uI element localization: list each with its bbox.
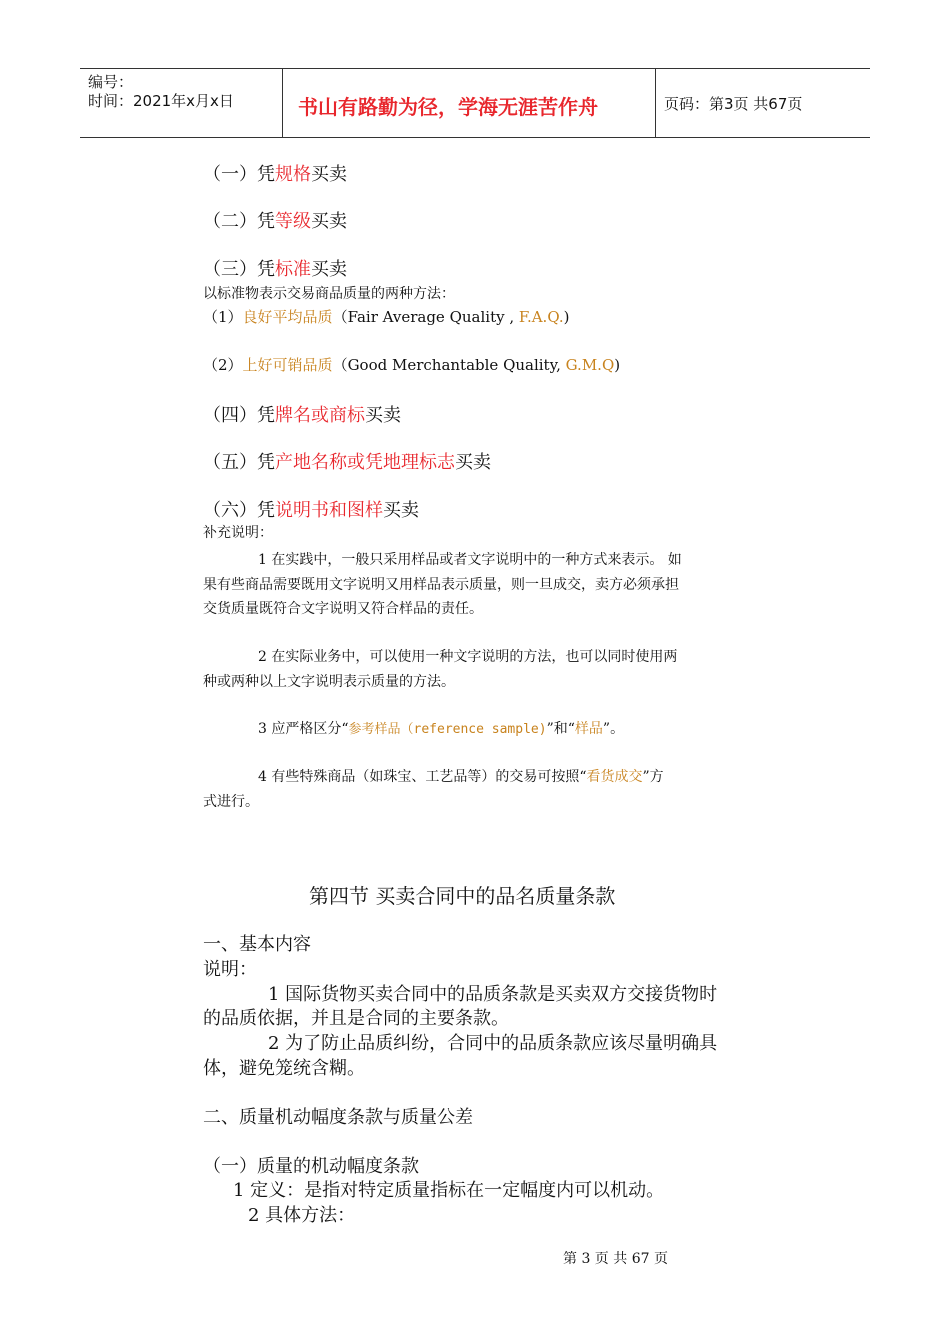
p4-text: 4 有些特殊商品（如珠宝、工艺品等）的交易可按照“	[258, 769, 587, 785]
p4-highlight: 看货成交	[586, 769, 643, 785]
p3-text: 3 应严格区分“	[258, 721, 349, 737]
item-prefix: （六）凭	[203, 500, 275, 521]
supplement-p1-line3: 交货质量既符合文字说明又符合样品的责任。	[203, 601, 483, 617]
method-close: )	[563, 308, 570, 326]
item-suffix: 买卖	[311, 211, 347, 232]
item-by-grade	[203, 207, 347, 233]
item-key: 等级	[275, 211, 311, 232]
p3-text: ”和“	[546, 721, 575, 737]
supplement-p2-line2: 种或两种以上文字说明表示质量的方法。	[203, 674, 455, 690]
section-title: 第四节 买卖合同中的品名质量条款	[309, 884, 616, 908]
item-by-standard	[203, 255, 347, 281]
heading-basic-content: 一、基本内容	[203, 934, 311, 955]
item-suffix: 买卖	[311, 259, 347, 280]
method-abbr: G.M.Q	[565, 356, 615, 374]
header-divider	[282, 69, 283, 137]
method-gmq	[203, 354, 620, 375]
item-key: 规格	[275, 164, 311, 185]
method-english: （Good Merchantable Quality,	[332, 356, 566, 374]
basic-p2-line2: 体，避免笼统含糊。	[203, 1058, 365, 1079]
definition-line: 1 定义：是指对特定质量指标在一定幅度内可以机动。	[233, 1180, 665, 1201]
item-key: 说明书和图样	[275, 500, 383, 521]
supplement-p4-line1	[258, 766, 664, 786]
method-english: （Fair Average Quality ,	[332, 308, 519, 326]
p4-text: ”方	[642, 769, 664, 785]
method-close: )	[614, 356, 621, 374]
page-header	[80, 68, 870, 138]
explain-label: 说明：	[203, 959, 257, 980]
subheading-flex-range: （一）质量的机动幅度条款	[203, 1156, 419, 1177]
method-name: 良好平均品质	[242, 308, 333, 326]
header-page: 页码：第3页 共67页	[664, 95, 803, 113]
supplement-p1-line1: 1 在实践中，一般只采用样品或者文字说明中的一种方式来表示。 如	[258, 552, 682, 568]
item-by-manual	[203, 496, 419, 522]
item-key: 标准	[275, 259, 311, 280]
header-date: 时间：2021年x月x日	[88, 92, 234, 110]
basic-p1-line2: 的品质依据，并且是合同的主要条款。	[203, 1008, 509, 1029]
item-prefix: （一）凭	[203, 164, 275, 185]
item-prefix: （四）凭	[203, 405, 275, 426]
p3-reference-sample: 参考样品（reference sample)	[348, 722, 547, 737]
item-prefix: （二）凭	[203, 211, 275, 232]
page-footer: 第 3 页 共 67 页	[563, 1251, 668, 1267]
method-abbr: F.A.Q.	[518, 308, 564, 326]
item-key: 牌名或商标	[275, 405, 365, 426]
item-suffix: 买卖	[365, 405, 401, 426]
item-suffix: 买卖	[383, 500, 419, 521]
supplement-p1-line2: 果有些商品需要既用文字说明又用样品表示质量，则一旦成交，卖方必须承担	[203, 577, 679, 593]
item-suffix: 买卖	[455, 452, 491, 473]
method-name: 上好可销品质	[242, 356, 333, 374]
header-motto: 书山有路勤为径，学海无涯苦作舟	[298, 95, 598, 119]
method-number: （2）	[203, 356, 243, 374]
basic-p2-line1: 2 为了防止品质纠纷，合同中的品质条款应该尽量明确具	[268, 1033, 718, 1054]
item-by-spec	[203, 160, 347, 186]
heading-tolerance: 二、质量机动幅度条款与质量公差	[203, 1107, 473, 1128]
item-by-origin	[203, 448, 491, 474]
method-faq	[203, 306, 570, 327]
p3-text: ”。	[602, 721, 625, 737]
p3-sample: 样品	[574, 721, 603, 737]
method-line: 2 具体方法：	[248, 1205, 356, 1226]
header-number: 编号：	[88, 73, 134, 91]
item-prefix: （五）凭	[203, 452, 275, 473]
standard-intro: 以标准物表示交易商品质量的两种方法：	[203, 286, 455, 302]
method-number: （1）	[203, 308, 243, 326]
supplement-p2-line1: 2 在实际业务中，可以使用一种文字说明的方法，也可以同时使用两	[258, 649, 678, 665]
item-suffix: 买卖	[311, 164, 347, 185]
header-divider	[655, 69, 656, 137]
supplement-title: 补充说明：	[203, 525, 273, 541]
supplement-p4-line2: 式进行。	[203, 794, 259, 810]
item-by-brand	[203, 401, 401, 427]
basic-p1-line1: 1 国际货物买卖合同中的品质条款是买卖双方交接货物时	[268, 984, 718, 1005]
supplement-p3	[258, 718, 624, 738]
item-key: 产地名称或凭地理标志	[275, 452, 455, 473]
item-prefix: （三）凭	[203, 259, 275, 280]
